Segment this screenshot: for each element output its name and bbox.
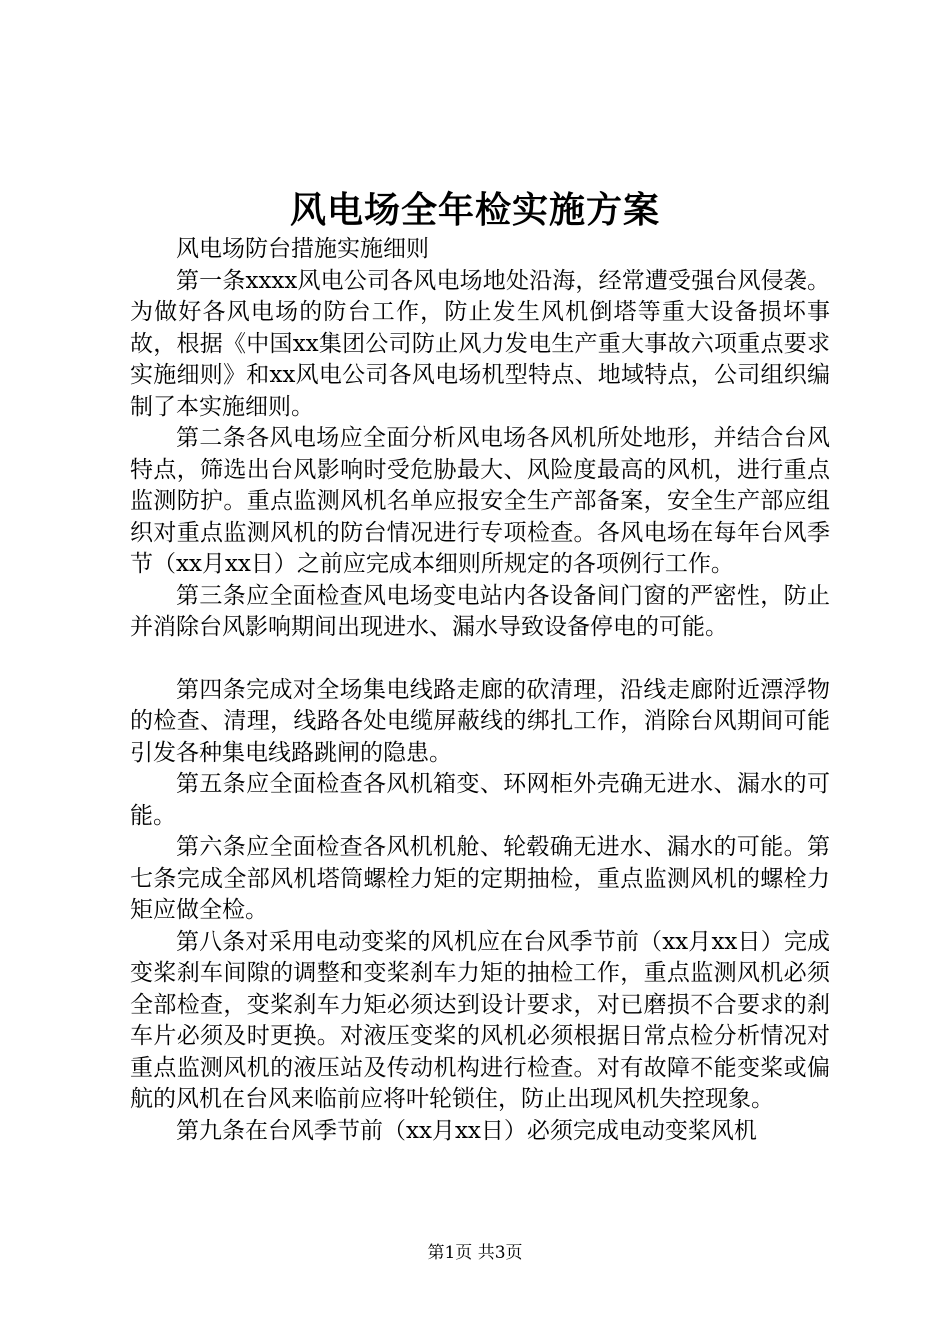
paragraph-article-5: 第五条应全面检查各风机箱变、环网柜外壳确无进水、漏水的可能。 [130, 771, 830, 829]
paragraph-subtitle: 风电场防台措施实施细则 [176, 236, 429, 262]
paragraph-article-8: 第八条对采用电动变桨的风机应在台风季节前（xx月xx日）完成变桨刹车间隙的调整和变桨刹车力矩的抽检工作，重点监测风机必须全部检查，变桨刹车力矩必须达到设计要求，对已磨损不合要求的刹车片必须及时更换。对液压变桨的风机必须根据日常点检分析情况对重点监测风机的液压站及传动机构进行检查。对有故障不能变桨或偏航的风机在台风来临前应将叶轮锁住，防止出现风机失控现象。 [130, 928, 830, 1112]
paragraph-article-6-7: 第六条应全面检查各风机机舱、轮毂确无进水、漏水的可能。第七条完成全部风机塔筒螺栓力矩的定期抽检，重点监测风机的螺栓力矩应做全检。 [130, 834, 830, 923]
document-body [130, 234, 830, 1147]
paragraph-article-3: 第三条应全面检查风电场变电站内各设备间门窗的严密性，防止并消除台风影响期间出现进水、漏水导致设备停电的可能。 [130, 582, 830, 640]
paragraph-article-1: 第一条xxxx风电公司各风电场地处沿海，经常遭受强台风侵袭。为做好各风电场的防台工作，防止发生风机倒塔等重大设备损坏事故，根据《中国xx集团公司防止风力发电生产重大事故六项重点要求实施细则》和xx风电公司各风电场机型特点、地域特点，公司组织编制了本实施细则。 [130, 267, 830, 420]
paragraph-article-4: 第四条完成对全场集电线路走廊的砍清理，沿线走廊附近漂浮物的检查、清理，线路各处电缆屏蔽线的绑扎工作，消除台风期间可能引发各种集电线路跳闸的隐患。 [130, 676, 830, 766]
page-footer: 第1页 共3页 [427, 1243, 523, 1263]
paragraph-article-2: 第二条各风电场应全面分析风电场各风机所处地形，并结合台风特点，筛选出台风影响时受危胁最大、风险度最高的风机，进行重点监测防护。重点监测风机名单应报安全生产部备案，安全生产部应组织对重点监测风机的防台情况进行专项检查。各风电场在每年台风季节（xx月xx日）之前应完成本细则所规定的各项例行工作。 [130, 425, 830, 577]
paragraph-article-9: 第九条在台风季节前（xx月xx日）必须完成电动变桨风机 [176, 1117, 757, 1144]
document-title: 风电场全年检实施方案 [289, 189, 660, 231]
